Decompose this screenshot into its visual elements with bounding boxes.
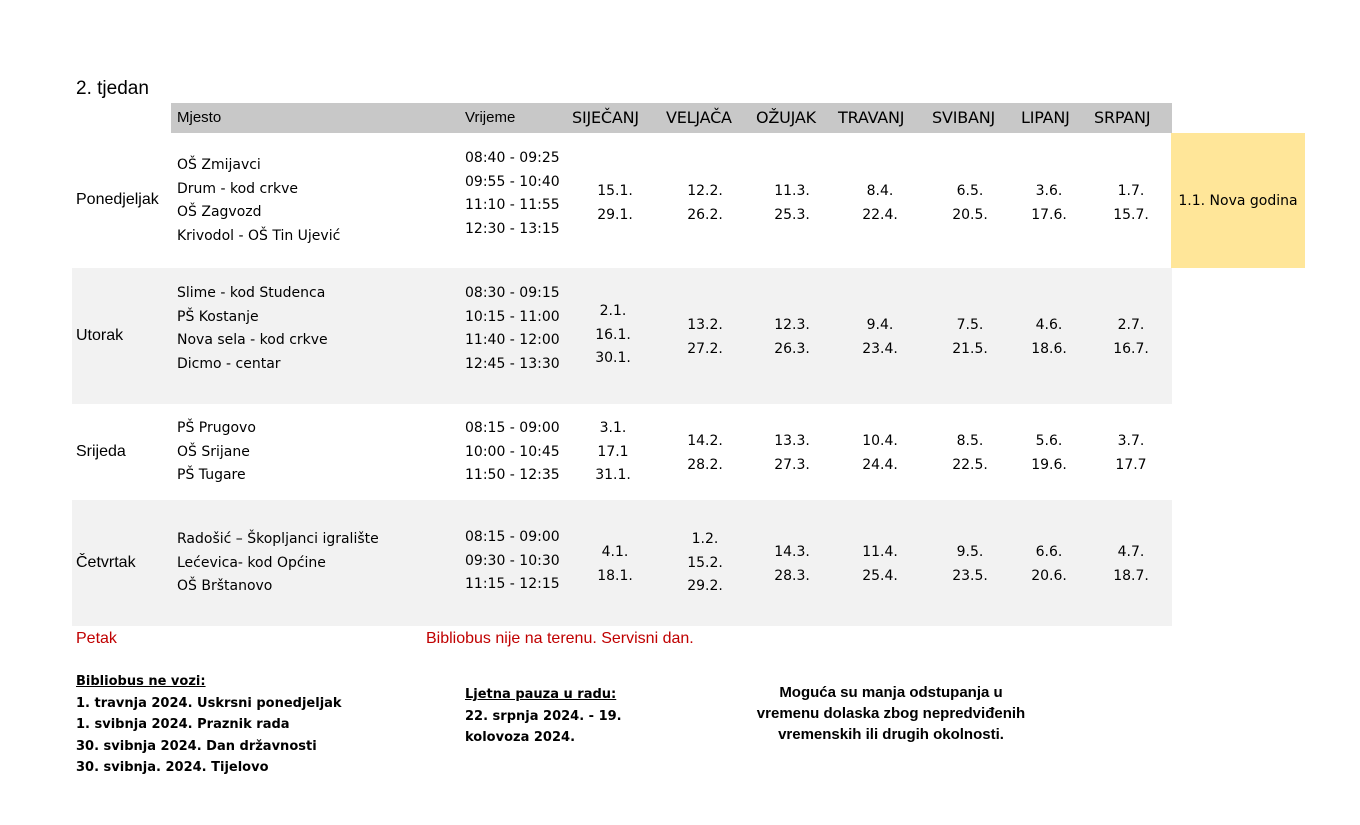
dates-cell-jan: 15.1. 29.1. [597,183,633,223]
dates-cell-jun: 5.6. 19.6. [1031,433,1067,473]
summer-break-notes [465,684,622,749]
time-item: 08:40 - 09:25 [465,150,560,166]
day-label: Ponedjeljak [76,191,159,208]
place-item: Dicmo - centar [177,355,281,372]
place-item: Lećevica- kod Općine [177,554,326,571]
time-item: 08:15 - 09:00 [465,420,560,436]
dates-cell-feb: 12.2. 26.2. [687,183,723,223]
place-item: PŠ Tugare [177,467,246,483]
dates-cell-jul: 1.7. 15.7. [1113,183,1149,223]
header-time: Vrijeme [465,109,516,126]
dates-cell-apr: 10.4. 24.4. [862,433,898,473]
place-item: PŠ Kostanje [177,308,259,325]
times-cell [465,526,560,597]
time-item: 08:30 - 09:15 [465,285,560,301]
dates-cell-jan: 2.1. 16.1. 30.1. [595,303,631,366]
time-item: 09:30 - 10:30 [465,552,560,569]
dates-cell-mar: 14.3. 28.3. [774,544,810,584]
header-place: Mjesto [177,109,222,126]
no-service-item: 1. svibnja 2024. Praznik rada [76,717,290,732]
header-month-jun: LIPANJ [1021,108,1070,127]
places-cell [177,528,379,599]
time-item: 11:40 - 12:00 [465,332,560,348]
time-item: 10:15 - 11:00 [465,308,560,325]
place-item: Radošić – Škopljanci igralište [177,531,379,547]
no-service-item: 1. travnja 2024. Uskrsni ponedjeljak [76,695,342,711]
friday-message: Bibliobus nije na terenu. Servisni dan. [426,630,694,647]
place-item: OŠ Zagvozd [177,204,262,220]
header-month-jul: SRPANJ [1094,108,1151,127]
dates-cell-may: 9.5. 23.5. [952,544,988,584]
places-cell [177,154,340,248]
places-cell [177,282,328,376]
place-item: Nova sela - kod crkve [177,332,328,348]
disclaimer: Moguća su manja odstupanja u vremenu dolaska zbog nepredviđenih vremenskih ili drugih okolnosti. [756,684,1026,743]
header-month-apr: TRAVANJ [838,108,905,127]
no-service-item: 30. svibnja. 2024. Tijelovo [76,760,269,775]
dates-cell-feb: 14.2. 28.2. [687,433,723,473]
dates-cell-feb: 1.2. 15.2. 29.2. [687,531,723,594]
place-item: Slime - kod Studenca [177,285,326,301]
dates-cell-jun: 6.6. 20.6. [1031,544,1067,584]
holiday-note: 1.1. Nova godina [1171,133,1305,268]
times-cell [465,417,560,488]
time-item: 10:00 - 10:45 [465,443,560,460]
dates-cell-jun: 4.6. 18.6. [1031,317,1067,357]
dates-cell-mar: 13.3. 27.3. [774,433,810,473]
dates-cell-apr: 8.4. 22.4. [862,183,898,223]
dates-cell-jan: 3.1. 17.1 31.1. [595,420,631,483]
dates-cell-may: 6.5. 20.5. [952,183,988,223]
header-month-feb: VELJAČA [666,108,732,127]
header-month-mar: OŽUJAK [756,108,816,127]
time-item: 11:50 - 12:35 [465,467,560,483]
dates-cell-feb: 13.2. 27.2. [687,317,723,357]
dates-cell-jun: 3.6. 17.6. [1031,183,1067,223]
no-service-notes [76,671,342,779]
dates-cell-mar: 12.3. 26.3. [774,317,810,357]
place-item: Krivodol - OŠ Tin Ujević [177,227,341,244]
dates-cell-may: 8.5. 22.5. [952,433,988,473]
day-label: Četvrtak [76,554,136,571]
header-month-jan: SIJEČANJ [572,108,639,127]
dates-cell-may: 7.5. 21.5. [952,317,988,357]
time-item: 09:55 - 10:40 [465,173,560,190]
dates-cell-mar: 11.3. 25.3. [774,183,810,223]
times-cell [465,147,560,241]
place-item: OŠ Brštanovo [177,578,273,594]
day-label: Srijeda [76,443,126,460]
place-item: Drum - kod crkve [177,180,298,197]
place-item: PŠ Prugovo [177,420,256,436]
week-title: 2. tjedan [76,78,149,99]
dates-cell-jul: 3.7. 17.7 [1115,433,1147,473]
time-item: 12:30 - 13:15 [465,220,560,237]
time-item: 08:15 - 09:00 [465,529,560,545]
dates-cell-apr: 11.4. 25.4. [862,544,898,584]
dates-cell-jan: 4.1. 18.1. [597,544,633,584]
places-cell [177,417,256,488]
time-item: 11:15 - 12:15 [465,576,560,592]
header-month-may: SVIBANJ [932,108,996,127]
time-item: 12:45 - 13:30 [465,355,560,372]
day-label: Utorak [76,327,124,344]
dates-cell-jul: 2.7. 16.7. [1113,317,1149,357]
place-item: OŠ Zmijavci [177,157,261,173]
times-cell [465,282,560,376]
no-service-title: Bibliobus ne vozi: [76,674,206,689]
dates-cell-jul: 4.7. 18.7. [1113,544,1149,584]
dates-cell-apr: 9.4. 23.4. [862,317,898,357]
summer-break-title: Ljetna pauza u radu: [465,687,617,702]
summer-break-line: kolovoza 2024. [465,730,576,745]
no-service-item: 30. svibnja 2024. Dan državnosti [76,738,317,754]
time-item: 11:10 - 11:55 [465,197,560,213]
place-item: OŠ Srijane [177,443,250,460]
friday-day: Petak [76,630,117,647]
summer-break-line: 22. srpnja 2024. - 19. [465,708,622,724]
